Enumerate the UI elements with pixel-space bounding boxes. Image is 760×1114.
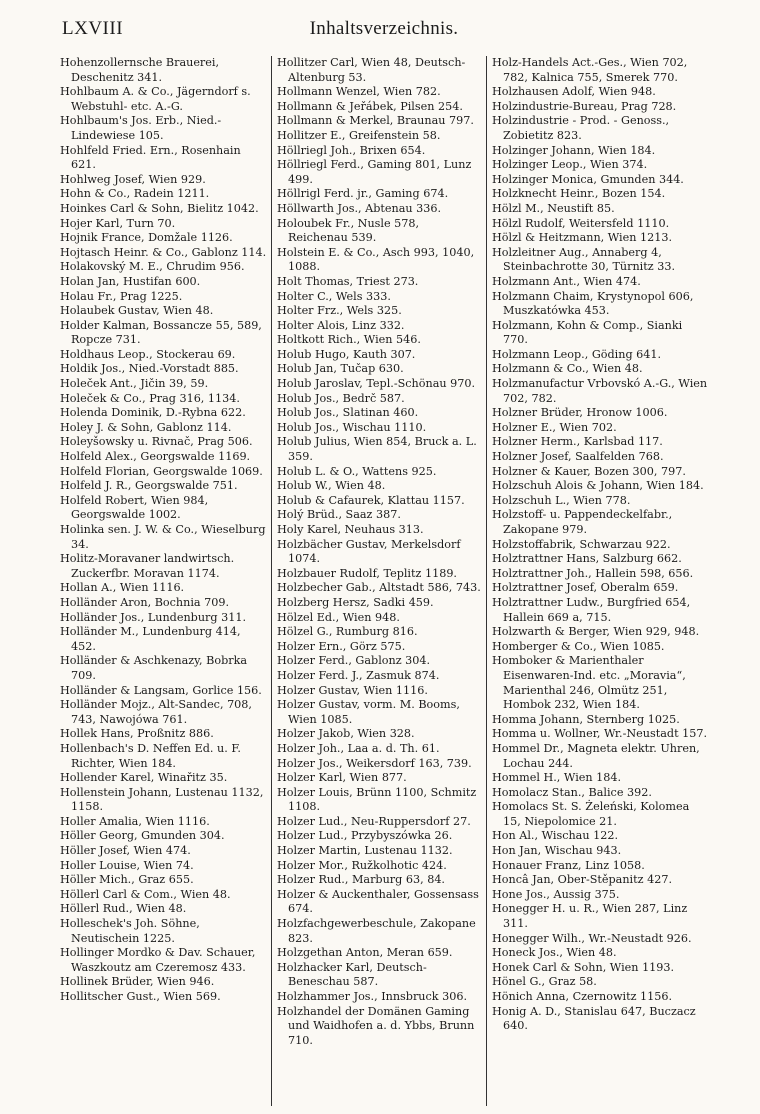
index-entry: Holey J. & Sohn, Gablonz 114. [60, 420, 232, 434]
index-entry: Holfeld J. R., Georgswalde 751. [60, 479, 238, 493]
index-entry: Holzmann Ant., Wien 474. [492, 274, 641, 288]
index-entry: Holfeld Florian, Georgswalde 1069. [60, 464, 263, 478]
index-entry: Höllriegl Ferd., Gaming 801, Lunz 499. [277, 158, 472, 186]
index-entry: Holzschuh L., Wien 778. [492, 493, 631, 507]
index-entry: Holub Jaroslav, Tepl.-Schönau 970. [277, 377, 476, 391]
index-entry: Höllerl Rud., Wien 48. [60, 902, 187, 916]
index-entry: Hojer Karl, Turn 70. [60, 216, 176, 230]
index-entry: Hölzel Ed., Wien 948. [277, 610, 400, 624]
index-entry: Homberger & Co., Wien 1085. [492, 639, 665, 653]
index-entry: Holzer Rud., Marburg 63, 84. [277, 873, 445, 887]
index-entry: Holub & Cafaurek, Klattau 1157. [277, 493, 465, 507]
index-entry: Holub W., Wien 48. [277, 479, 386, 493]
page-header [60, 14, 708, 48]
index-entry: Honek Carl & Sohn, Wien 1193. [492, 960, 675, 974]
index-entry: Holzer Lud., Przybyszówka 26. [277, 829, 453, 843]
index-entry: Homboker & Marienthaler Eisenwaren-Ind. etc. „Moravia“, Marienthal 246, Olmütz 251, Hombok 232, Wien 184. [492, 654, 686, 712]
index-entry: Holan Jan, Hustifan 600. [60, 274, 201, 288]
index-entry: Holzinger Monica, Gmunden 344. [492, 172, 684, 186]
index-entry: Hönich Anna, Czernowitz 1156. [492, 990, 673, 1003]
index-entry: Holleschek's Joh. Söhne, Neutischein 1225. [60, 917, 200, 945]
index-entry: Holzindustrie-Bureau, Prag 728. [492, 99, 677, 113]
index-entry: Hohlbaum's Jos. Erb., Nied.-Lindewiese 105. [60, 114, 222, 142]
index-entry: Holländer & Aschkenazy, Bobrka 709. [60, 654, 248, 682]
index-entry: Holzindustrie - Prod. - Genoss., Zobietitz 823. [492, 114, 670, 142]
index-entry: Holzner Josef, Saalfelden 768. [492, 450, 664, 464]
index-entry: Holzbauer Rudolf, Teplitz 1189. [277, 566, 457, 580]
index-entry: Hon Al., Wischau 122. [492, 829, 619, 843]
index-entry: Holzer Ferd. J., Zasmuk 874. [277, 668, 440, 682]
index-entry: Honegger Wilh., Wr.-Neustadt 926. [492, 931, 692, 945]
index-entry: Holzmann Chaim, Krystynopol 606, Muszkatówka 453. [492, 289, 694, 318]
page-number: LXVIII [62, 18, 124, 39]
index-entry: Hölzl Rudolf, Weitersfeld 1110. [492, 216, 670, 230]
index-entry: Holzer Ern., Görz 575. [277, 639, 406, 653]
index-entry: Holý Brüd., Saaz 387. [277, 508, 401, 522]
index-entry: Honauer Franz, Linz 1058. [492, 858, 645, 872]
index-entry: Hommel Dr., Magneta elektr. Uhren, Lochau 244. [492, 741, 700, 770]
index-entry: Holenda Dominik, D.-Rybna 622. [60, 406, 246, 420]
index-entry: Holländer & Langsam, Gorlice 156. [60, 683, 262, 697]
index-entry: Holub Hugo, Kauth 307. [277, 347, 416, 361]
index-entry: Höller Josef, Wien 474. [60, 844, 191, 858]
index-entry: Holzer Ferd., Gablonz 304. [277, 654, 431, 668]
index-entry: Holzstoffabrik, Schwarzau 922. [492, 537, 671, 551]
index-entry: Holzinger Leop., Wien 374. [492, 158, 648, 172]
index-entry: Holzhacker Karl, Deutsch-Beneschau 587. [277, 960, 427, 989]
index-entry: Hommel H., Wien 184. [492, 771, 622, 785]
index-entry: Holzmanufactur Vrbovskó A.-G., Wien 702, 782. [492, 377, 708, 405]
index-entry: Holländer Mojz., Alt-Sandec, 708, 743, Nawojówa 761. [60, 698, 252, 726]
index-entry: Hollitscher Gust., Wien 569. [60, 990, 221, 1003]
index-entry: Hollitzer Carl, Wien 48, Deutsch-Altenburg 53. [277, 56, 466, 84]
index-entry: Hollenstein Johann, Lustenau 1132, 1158. [60, 785, 264, 814]
index-entry: Holdik Jos., Nied.-Vorstadt 885. [60, 362, 239, 376]
index-entry: Holfeld Robert, Wien 984, Georgswalde 1002. [60, 493, 209, 522]
index-entry: Holub L. & O., Wattens 925. [277, 464, 437, 478]
index-entry: Holzer Karl, Wien 877. [277, 771, 407, 785]
index-entry: Hölzel G., Rumburg 816. [277, 625, 418, 639]
index-entry: Holzmann & Co., Wien 48. [492, 362, 643, 376]
index-entry: Hojnik France, Domžale 1126. [60, 231, 233, 245]
index-entry: Holder Kalman, Bossancze 55, 589, Ropcze 731. [60, 318, 262, 347]
index-entry: Holzner Brüder, Hronow 1006. [492, 406, 668, 420]
index-entry: Holz-Handels Act.-Ges., Wien 702, 782, Kalnica 755, Smerek 770. [492, 56, 688, 84]
index-entry: Holler Amalia, Wien 1116. [60, 814, 210, 828]
index-entry: Höller Georg, Gmunden 304. [60, 829, 225, 843]
index-entry: Holeyšowsky u. Rivnač, Prag 506. [60, 435, 253, 449]
index-entry: Holztrattner Ludw., Burgfried 654, Hallein 669 a, 715. [492, 595, 691, 624]
index-entry: Holztrattner Hans, Salzburg 662. [492, 552, 682, 566]
index-entry: Hollmann & Merkel, Braunau 797. [277, 114, 474, 128]
index-entry: Holzstoff- u. Pappendeckelfabr., Zakopane 979. [492, 508, 673, 536]
index-entry: Holzknecht Heinr., Bozen 154. [492, 187, 666, 201]
index-entry: Hollinek Brüder, Wien 946. [60, 975, 215, 989]
index-entry: Holtkott Rich., Wien 546. [277, 333, 421, 347]
index-entry: Holitz-Moravaner landwirtsch. Zuckerfbr. Moravan 1174. [60, 552, 235, 580]
index-entry: Hon Jan, Wischau 943. [492, 844, 622, 858]
index-entry: Honegger H. u. R., Wien 287, Linz 311. [492, 902, 688, 931]
index-column-3 [492, 56, 708, 1106]
index-entry: Holzleitner Aug., Annaberg 4, Steinbachrotte 30, Türnitz 33. [492, 245, 676, 274]
index-entry: Holzner Herm., Karlsbad 117. [492, 435, 663, 449]
index-entry: Holter C., Wels 333. [277, 289, 391, 303]
index-entry: Holzer Gustav, vorm. M. Booms, Wien 1085. [277, 698, 460, 726]
index-entry: Holub Jos., Bedrč 587. [277, 391, 405, 405]
index-entry: Holzhausen Adolf, Wien 948. [492, 85, 656, 99]
index-entry: Hollender Karel, Winařitz 35. [60, 771, 228, 785]
index-entry: Holztrattner Josef, Oberalm 659. [492, 581, 679, 595]
index-entry: Holakovský M. E., Chrudim 956. [60, 260, 245, 274]
index-entry: Honcâ Jan, Ober-Stěpanitz 427. [492, 873, 672, 887]
index-entry: Holler Louise, Wien 74. [60, 858, 194, 872]
index-entry: Holländer Aron, Bochnia 709. [60, 595, 230, 609]
index-entry: Höller Mich., Graz 655. [60, 873, 194, 887]
index-entry: Homma Johann, Sternberg 1025. [492, 712, 680, 726]
index-columns [60, 56, 708, 1106]
index-entry: Holzbecher Gab., Altstadt 586, 743. [277, 581, 481, 595]
index-entry: Holländer Jos., Lundenburg 311. [60, 610, 247, 624]
index-entry: Holeček & Co., Prag 316, 1134. [60, 391, 240, 405]
index-entry: Holzhandel der Domänen Gaming und Waidhofen a. d. Ybbs, Brunn 710. [277, 1004, 475, 1047]
index-entry: Holzmann, Kohn & Comp., Sianki 770. [492, 318, 683, 347]
index-entry: Holzner & Kauer, Bozen 300, 797. [492, 464, 686, 478]
index-entry: Holzer Jakob, Wien 328. [277, 727, 415, 741]
index-entry: Holzwarth & Berger, Wien 929, 948. [492, 625, 700, 639]
index-entry: Holzer Louis, Brünn 1100, Schmitz 1108. [277, 785, 477, 814]
index-entry: Holy Karel, Neuhaus 313. [277, 523, 424, 536]
index-entry: Holinka sen. J. W. & Co., Wieselburg 34. [60, 523, 266, 551]
index-entry: Hollek Hans, Proßnitz 886. [60, 727, 214, 741]
index-entry: Holzbächer Gustav, Merkelsdorf 1074. [277, 537, 461, 566]
index-entry: Holzgethan Anton, Meran 659. [277, 946, 453, 960]
index-entry: Höllrigl Ferd. jr., Gaming 674. [277, 187, 449, 201]
index-entry: Holzer Joh., Laa a. d. Th. 61. [277, 741, 440, 755]
index-entry: Honig A. D., Stanislau 647, Buczacz 640. [492, 1004, 696, 1033]
index-entry: Holub Jos., Wischau 1110. [277, 420, 427, 434]
index-entry: Holzer Lud., Neu-Ruppersdorf 27. [277, 814, 471, 828]
index-entry: Hohlfeld Fried. Ern., Rosenhain 621. [60, 143, 241, 172]
index-entry: Höllerl Carl & Com., Wien 48. [60, 887, 231, 901]
index-entry: Holter Alois, Linz 332. [277, 318, 405, 332]
index-entry: Homolacs St. S. Żeleński, Kolomea 15, Niepolomice 21. [492, 800, 690, 828]
index-entry: Holzer Mor., Ružkolhotic 424. [277, 858, 447, 872]
index-entry: Holub Jos., Slatinan 460. [277, 406, 419, 420]
index-entry: Höllwarth Jos., Abtenau 336. [277, 201, 442, 215]
index-entry: Holter Frz., Wels 325. [277, 304, 402, 318]
index-entry: Homma u. Wollner, Wr.-Neustadt 157. [492, 727, 708, 741]
index-entry: Hojtasch Heinr. & Co., Gablonz 114. [60, 245, 267, 259]
index-entry: Homolacz Stan., Balice 392. [492, 785, 652, 799]
index-entry: Hölzl & Heitzmann, Wien 1213. [492, 231, 673, 245]
index-entry: Holzer Martin, Lustenau 1132. [277, 844, 453, 858]
index-column-2 [277, 56, 482, 1106]
index-entry: Holzer Gustav, Wien 1116. [277, 683, 428, 697]
index-entry: Holzfachgewerbeschule, Zakopane 823. [277, 917, 476, 945]
index-entry: Holfeld Alex., Georgswalde 1169. [60, 450, 251, 464]
index-entry: Holzschuh Alois & Johann, Wien 184. [492, 479, 704, 493]
index-entry: Holub Julius, Wien 854, Bruck a. L. 359. [277, 435, 477, 464]
index-entry: Hone Jos., Aussig 375. [492, 887, 620, 901]
index-entry: Holub Jan, Tučap 630. [277, 362, 404, 376]
index-column-1 [60, 56, 267, 1106]
index-entry: Holstein E. & Co., Asch 993, 1040, 1088. [277, 245, 475, 274]
index-entry: Hollinger Mordko & Dav. Schauer, Waszkoutz am Czeremosz 433. [60, 946, 256, 974]
index-entry: Holzer Jos., Weikersdorf 163, 739. [277, 756, 472, 770]
index-entry: Holzer & Auckenthaler, Gossensass 674. [277, 887, 479, 916]
index-entry: Holau Fr., Prag 1225. [60, 289, 183, 303]
index-entry: Hollmann Wenzel, Wien 782. [277, 85, 441, 99]
index-entry: Hoinkes Carl & Sohn, Bielitz 1042. [60, 201, 259, 215]
index-entry: Hollitzer E., Greifenstein 58. [277, 128, 441, 142]
index-entry: Holdhaus Leop., Stockerau 69. [60, 347, 236, 361]
index-entry: Holzhammer Jos., Innsbruck 306. [277, 990, 468, 1003]
page-title: Inhaltsverzeichnis. [309, 18, 459, 39]
index-entry: Holeček Ant., Jičin 39, 59. [60, 377, 209, 391]
index-entry: Holztrattner Joh., Hallein 598, 656. [492, 566, 694, 580]
index-entry: Honeck Jos., Wien 48. [492, 946, 617, 960]
index-entry: Holoubek Fr., Nusle 578, Reichenau 539. [277, 216, 420, 245]
index-entry: Hollmann & Jeřábek, Pilsen 254. [277, 99, 463, 113]
index-entry: Holzberg Hersz, Sadki 459. [277, 595, 434, 609]
index-entry: Hohenzollernsche Brauerei, Deschenitz 341. [60, 56, 220, 84]
index-entry: Hohlbaum A. & Co., Jägerndorf s. Webstuhl- etc. A.-G. [60, 85, 251, 113]
column-divider [271, 56, 272, 1106]
index-entry: Holzmann Leop., Göding 641. [492, 347, 662, 361]
index-entry: Holländer M., Lundenburg 414, 452. [60, 625, 241, 653]
index-entry: Holt Thomas, Triest 273. [277, 274, 419, 288]
index-entry: Höllriegl Joh., Brixen 654. [277, 143, 426, 157]
index-entry: Hönel G., Graz 58. [492, 975, 597, 989]
index-entry: Holzner E., Wien 702. [492, 420, 617, 434]
index-entry: Hollenbach's D. Neffen Ed. u. F. Richter, Wien 184. [60, 741, 241, 770]
index-entry: Holzinger Johann, Wien 184. [492, 143, 656, 157]
index-entry: Hollan A., Wien 1116. [60, 581, 185, 595]
index-entry: Hohlweg Josef, Wien 929. [60, 172, 206, 186]
index-entry: Hölzl M., Neustift 85. [492, 201, 615, 215]
index-entry: Holaubek Gustav, Wien 48. [60, 304, 214, 318]
index-entry: Hohn & Co., Radein 1211. [60, 187, 210, 201]
column-divider [486, 56, 487, 1106]
